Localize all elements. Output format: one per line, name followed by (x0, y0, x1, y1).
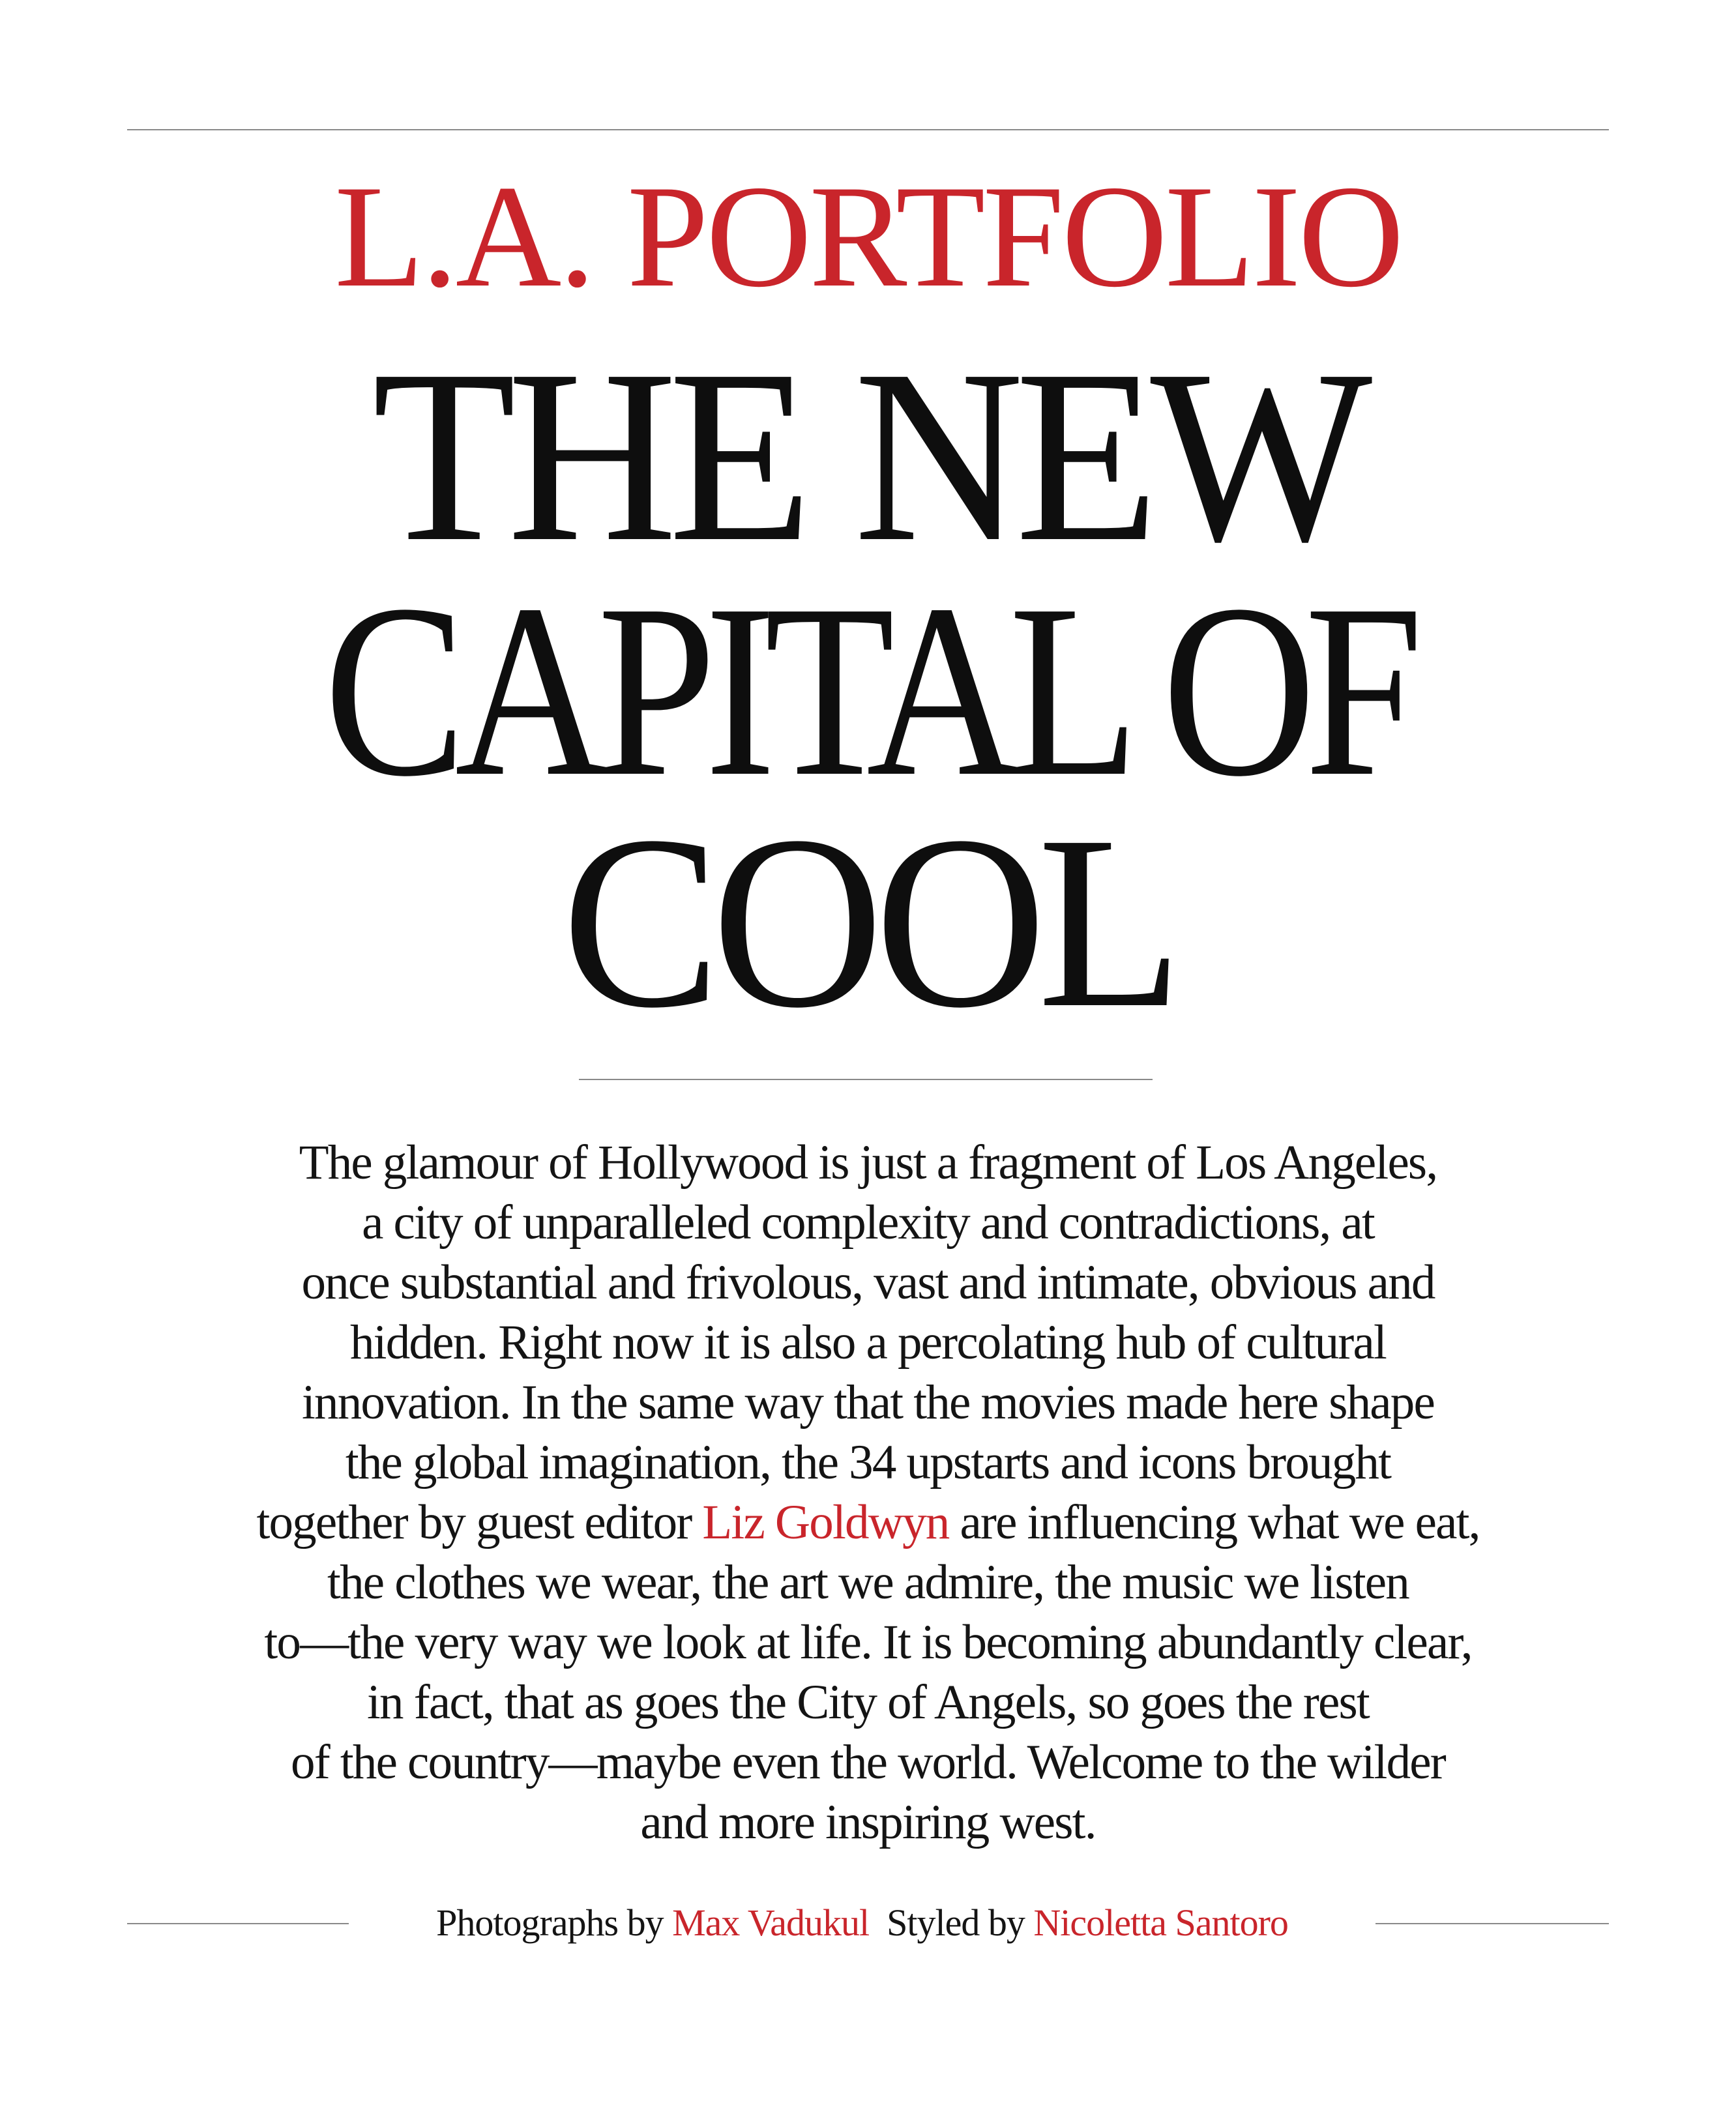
intro-line-7-after: are influencing what we eat, (960, 1495, 1480, 1549)
credits-rule-left (127, 1923, 349, 1924)
intro-line-7 (130, 1493, 1606, 1553)
headline-divider-rule (579, 1079, 1153, 1080)
intro-line-6: the global imagination, the 34 upstarts and icons brought (345, 1435, 1391, 1489)
styled-label: Styled by (887, 1901, 1025, 1944)
intro-line-12: and more inspiring west. (640, 1795, 1096, 1849)
intro-line-8: the clothes we wear, the art we admire, the music we listen (327, 1555, 1409, 1609)
photographer-name: Max Vadukul (672, 1901, 870, 1944)
photo-credits (349, 1898, 1376, 1948)
intro-paragraph (130, 1133, 1606, 1853)
intro-line-3: once substantial and frivolous, vast and intimate, obvious and (301, 1255, 1435, 1310)
section-kicker: L.A. PORTFOLIO (334, 154, 1402, 317)
top-divider-rule (127, 129, 1609, 130)
guest-editor-name: Liz Goldwyn (702, 1495, 949, 1549)
intro-line-2: a city of unparalleled complexity and contradictions, at (362, 1196, 1374, 1250)
intro-line-10: in fact, that as goes the City of Angels, so goes the rest (367, 1675, 1369, 1729)
intro-line-1: The glamour of Hollywood is just a fragment of Los Angeles, (299, 1136, 1437, 1190)
intro-line-11: of the country—maybe even the world. Welcome to the wilder (291, 1735, 1445, 1789)
credits-rule-right (1376, 1923, 1609, 1924)
intro-line-4: hidden. Right now it is also a percolating hub of cultural (349, 1315, 1387, 1370)
headline-line-2: CAPITAL OF (324, 553, 1412, 828)
intro-line-7-before: together by guest editor (256, 1495, 692, 1549)
intro-line-9: to—the very way we look at life. It is becoming abundantly clear, (264, 1615, 1472, 1669)
headline-line-1: THE NEW (372, 319, 1364, 593)
intro-line-5: innovation. In the same way that the movies made here shape (302, 1375, 1434, 1430)
stylist-name: Nicoletta Santoro (1033, 1901, 1288, 1944)
headline-line-3: COOL (561, 785, 1175, 1059)
photographs-label: Photographs by (436, 1901, 664, 1944)
